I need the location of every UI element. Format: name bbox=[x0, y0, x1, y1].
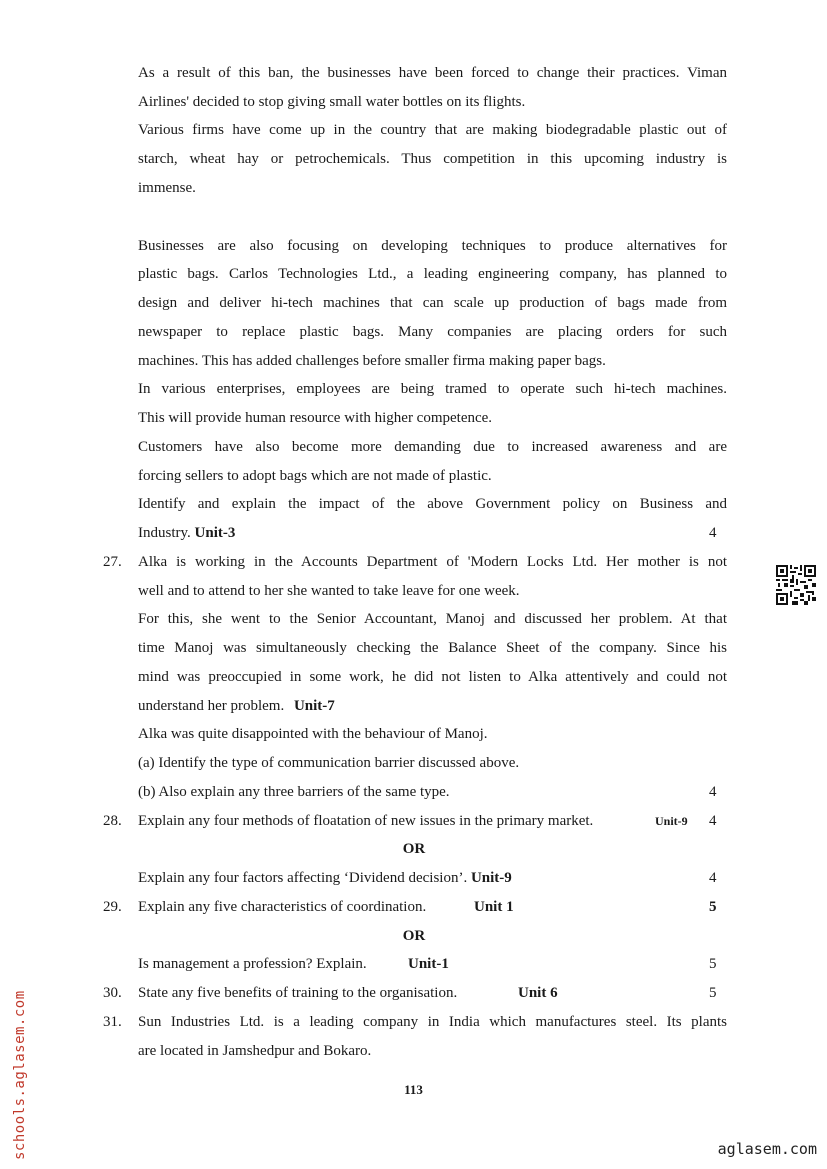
unit-label: Unit-7 bbox=[293, 698, 335, 714]
passage-line: starch, wheat hay or petrochemicals. Thus competition in this upcoming industry is bbox=[138, 151, 727, 167]
passage-line: Identify and explain the impact of the above Government policy on Business and bbox=[138, 496, 727, 512]
passage-line: machines. This has added challenges before smaller firma making paper bags. bbox=[138, 353, 606, 369]
passage-line: As a result of this ban, the businesses have been forced to change their practices. Viman bbox=[138, 65, 727, 81]
or-separator: OR bbox=[402, 841, 426, 857]
unit-label: Unit-9 bbox=[470, 870, 512, 886]
passage-line: Businesses are also focusing on developing techniques to produce alternatives for bbox=[138, 238, 727, 254]
unit-label: Unit-9 bbox=[655, 814, 688, 828]
passage-line: design and deliver hi-tech machines that can scale up production of bags made from bbox=[138, 295, 727, 311]
footer-watermark: aglasem.com bbox=[717, 1140, 817, 1158]
passage-line: immense. bbox=[138, 180, 196, 196]
passage-line: This will provide human resource with higher competence. bbox=[138, 410, 493, 426]
unit-label: Unit-3 bbox=[194, 525, 236, 541]
q26-tail bbox=[138, 523, 235, 543]
q26-tail-text: Industry. bbox=[138, 525, 191, 541]
q28-text: Explain any four methods of floatation of new issues in the primary market. bbox=[138, 813, 594, 829]
marks: 4 bbox=[709, 784, 717, 800]
passage-line: Customers have also become more demanding due to increased awareness and are bbox=[138, 439, 727, 455]
page-number: 113 bbox=[404, 1082, 423, 1097]
passage-line: In various enterprises, employees are being tramed to operate such hi-tech machines. bbox=[138, 381, 727, 397]
question-number: 30. bbox=[103, 985, 122, 1001]
marks: 4 bbox=[709, 813, 717, 829]
q29-text: Explain any five characteristics of coordination. bbox=[138, 899, 427, 915]
marks: 5 bbox=[709, 985, 717, 1001]
side-watermark: schools.aglasem.com bbox=[12, 990, 28, 1160]
marks: 4 bbox=[709, 525, 717, 541]
question-number: 28. bbox=[103, 813, 122, 829]
or-separator: OR bbox=[402, 928, 426, 944]
q31-line: are located in Jamshedpur and Bokaro. bbox=[138, 1043, 372, 1059]
marks: 5 bbox=[709, 956, 717, 972]
q29-alt-text: Is management a profession? Explain. bbox=[138, 956, 367, 972]
q27-line: Alka was quite disappointed with the behaviour of Manoj. bbox=[138, 726, 488, 742]
q27-part-a: (a) Identify the type of communication barrier discussed above. bbox=[138, 755, 520, 771]
passage-line: forcing sellers to adopt bags which are not made of plastic. bbox=[138, 468, 492, 484]
passage-line: newspaper to replace plastic bags. Many companies are placing orders for such bbox=[138, 324, 727, 340]
qr-code-icon[interactable] bbox=[776, 565, 816, 605]
question-number: 31. bbox=[103, 1014, 122, 1030]
q28-alt bbox=[138, 868, 512, 888]
q30-text: State any five benefits of training to the organisation. bbox=[138, 985, 458, 1001]
passage-line: Various firms have come up in the country that are making biodegradable plastic out of bbox=[138, 122, 727, 138]
q27-part-b: (b) Also explain any three barriers of the same type. bbox=[138, 784, 450, 800]
q27-line: understand her problem. bbox=[138, 698, 285, 714]
q27-line: For this, she went to the Senior Accountant, Manoj and discussed her problem. At that bbox=[138, 611, 727, 627]
marks: 4 bbox=[709, 870, 717, 886]
q28-alt-text: Explain any four factors affecting ‘Dividend decision’. bbox=[138, 870, 468, 886]
q27-line: well and to attend to her she wanted to take leave for one week. bbox=[138, 583, 520, 599]
unit-label: Unit 1 bbox=[474, 899, 514, 915]
unit-label: Unit 6 bbox=[518, 985, 558, 1001]
passage-line: plastic bags. Carlos Technologies Ltd., a leading engineering company, has planned to bbox=[138, 266, 727, 282]
marks: 5 bbox=[709, 899, 717, 915]
passage-line: Airlines' decided to stop giving small water bottles on its flights. bbox=[138, 94, 526, 110]
unit-label: Unit-1 bbox=[408, 956, 449, 972]
q27-line: mind was preoccupied in some work, he did not listen to Alka attentively and could not bbox=[138, 669, 727, 685]
question-number: 27. bbox=[103, 554, 122, 570]
question-number: 29. bbox=[103, 899, 122, 915]
q27-line-unit bbox=[138, 696, 335, 716]
q31-line: Sun Industries Ltd. is a leading company in India which manufactures steel. Its plants bbox=[138, 1014, 727, 1030]
q27-line: time Manoj was simultaneously checking the Balance Sheet of the company. Since his bbox=[138, 640, 727, 656]
q27-line: Alka is working in the Accounts Department of 'Modern Locks Ltd. Her mother is not bbox=[138, 554, 727, 570]
